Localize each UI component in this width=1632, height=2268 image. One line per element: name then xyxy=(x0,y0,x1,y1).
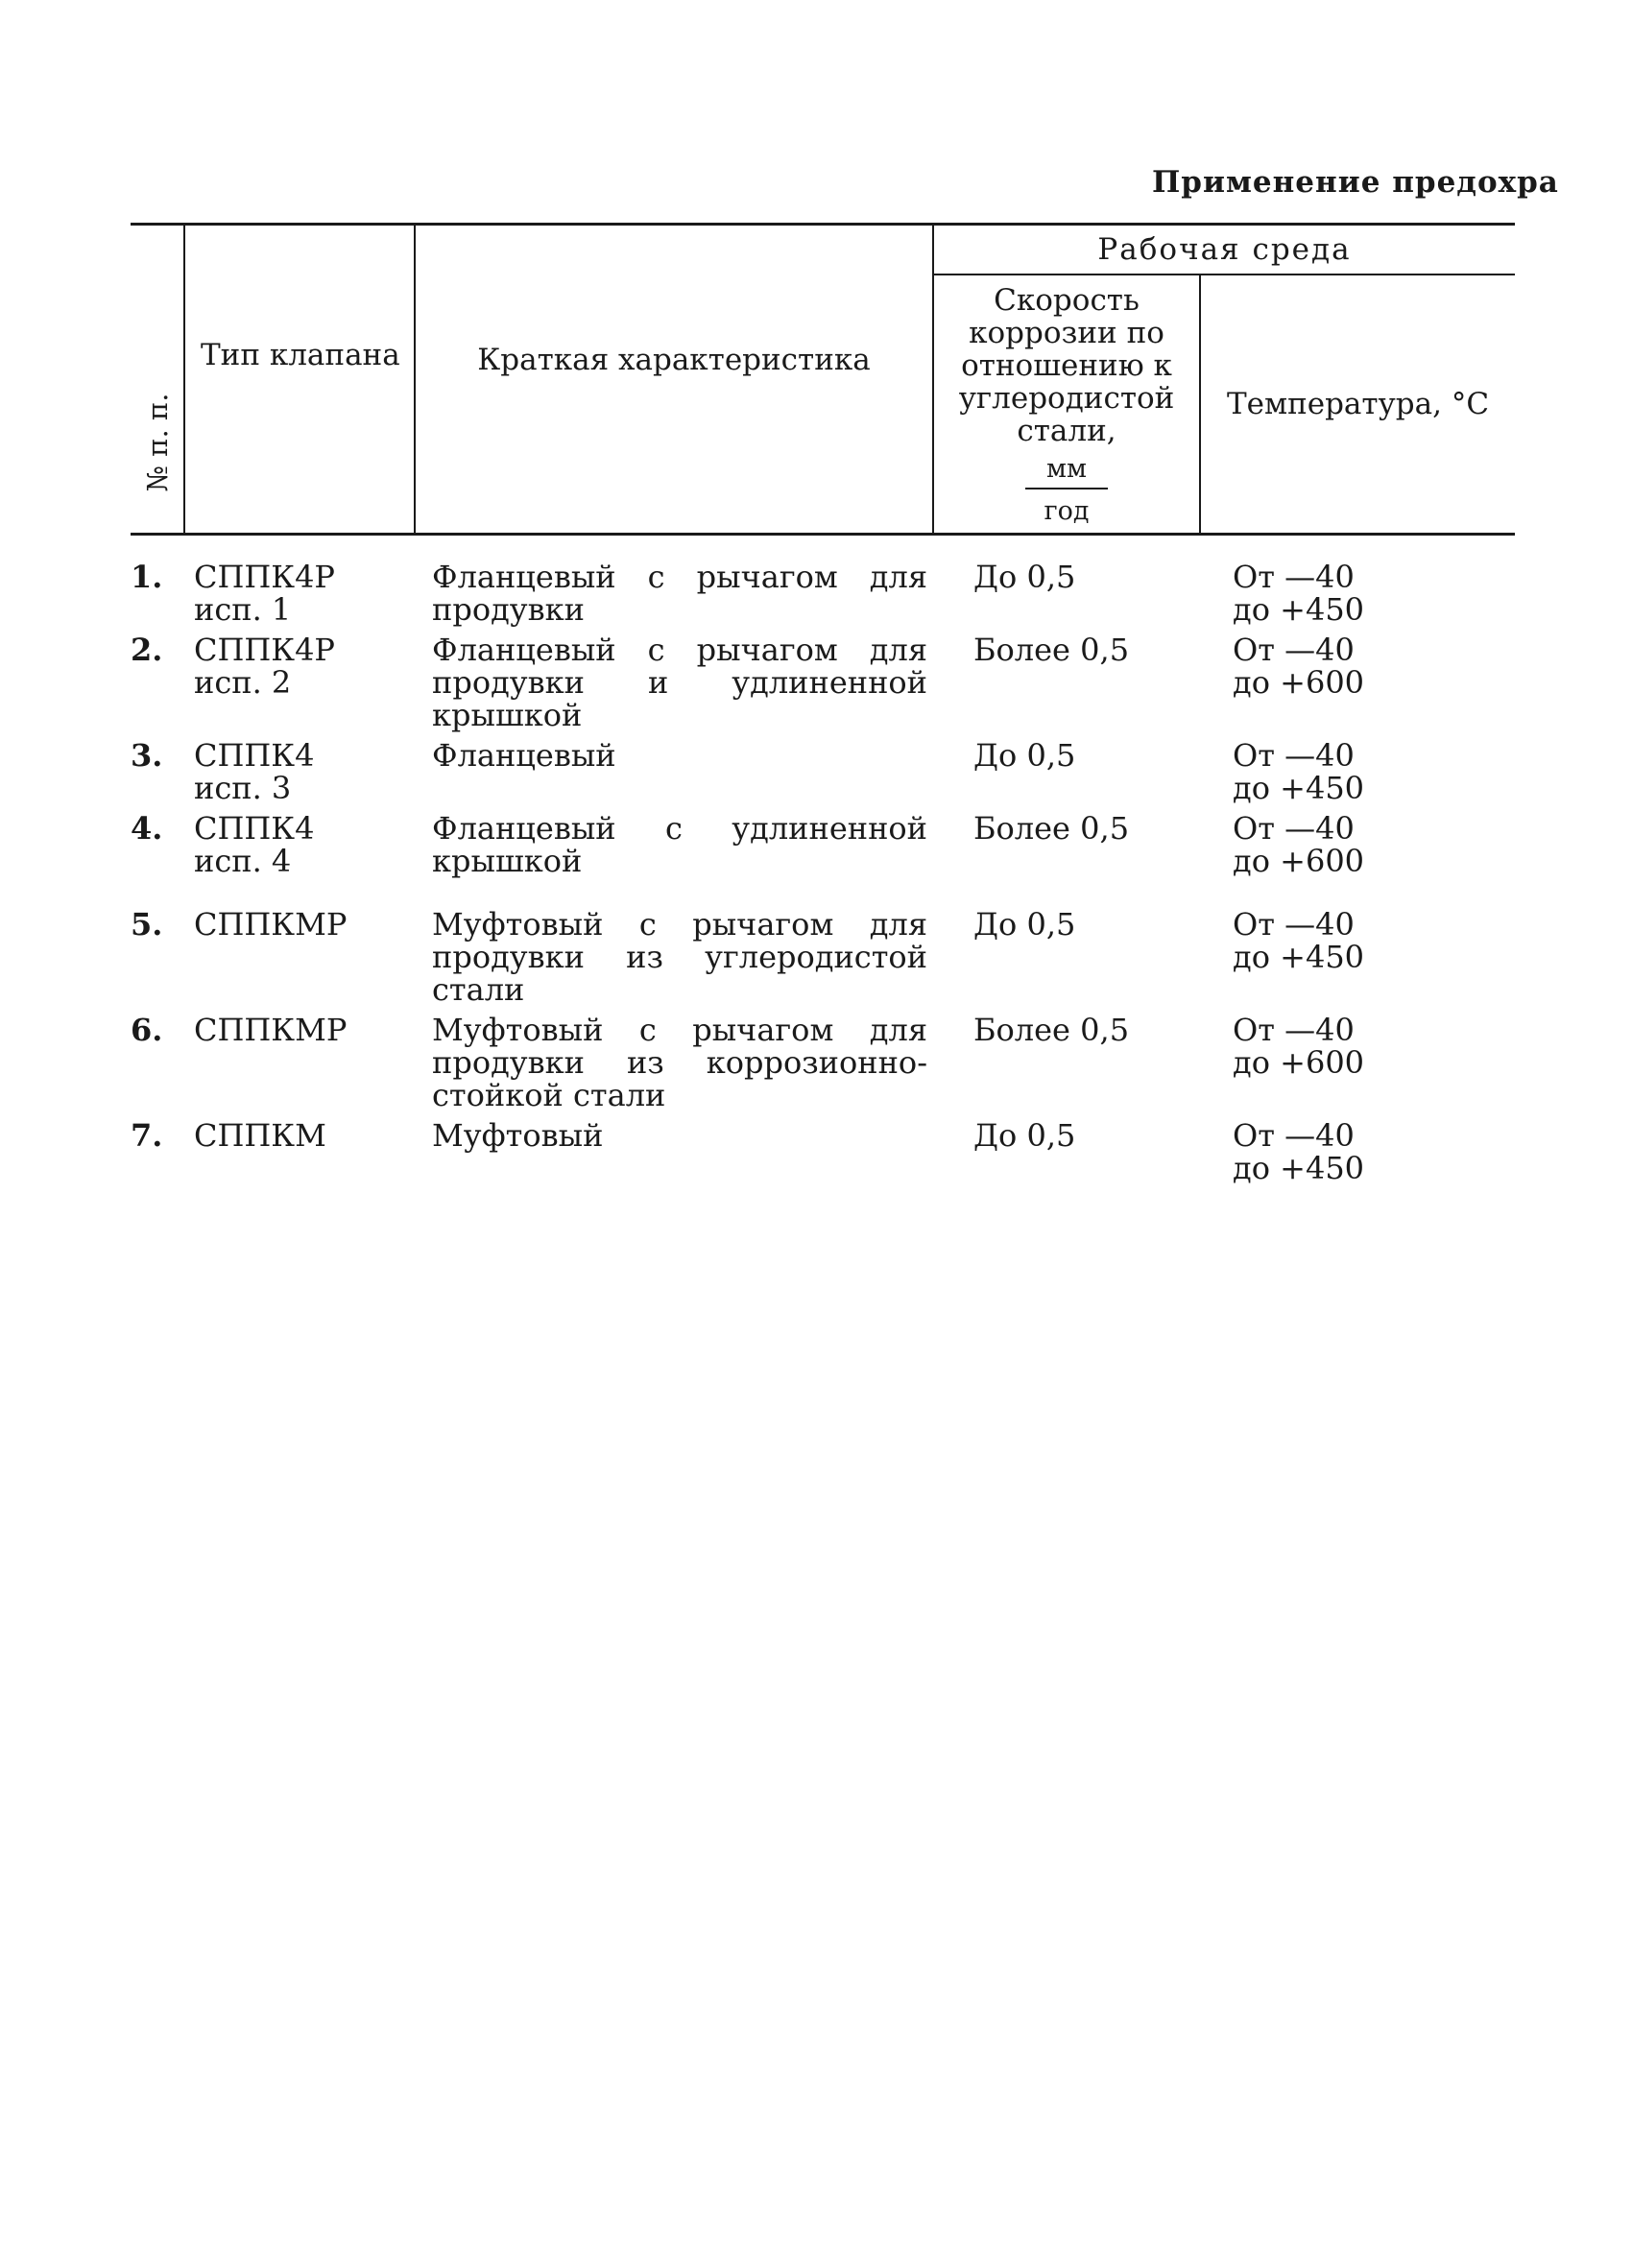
table-row xyxy=(131,739,1515,812)
valve-description: Фланцевый с удлиненной крышкой xyxy=(432,810,927,879)
valve-type xyxy=(184,908,415,1014)
valve-description: Фланцевый xyxy=(432,737,616,774)
valve-type xyxy=(184,535,415,634)
valve-type-name: СППК4 xyxy=(194,737,315,774)
temperature-to: до +450 xyxy=(1233,1150,1365,1186)
valve-type xyxy=(184,812,415,908)
corrosion-rate: До 0,5 xyxy=(973,737,1076,774)
valve-description: Муфтовый с рычагом для продувки из коррозионно-стойкой стали xyxy=(432,1012,927,1113)
temperature-from: От —40 xyxy=(1233,559,1355,595)
temperature-to: до +600 xyxy=(1233,1044,1365,1081)
valve-type-variant: исп. 4 xyxy=(194,843,292,879)
corrosion-rate: До 0,5 xyxy=(973,1117,1076,1154)
temperature-from: От —40 xyxy=(1233,810,1355,847)
corrosion-rate: Более 0,5 xyxy=(973,632,1130,668)
header-valve-type: Тип клапана xyxy=(184,225,415,535)
table-header xyxy=(131,225,1515,535)
valve-type-name: СППКМР xyxy=(194,1012,348,1048)
row-number: 5. xyxy=(131,906,163,943)
temperature-range xyxy=(1200,908,1515,1014)
valve-type-variant: исп. 1 xyxy=(194,591,292,628)
temperature-range xyxy=(1200,739,1515,812)
temperature-range xyxy=(1200,1119,1515,1192)
header-working-medium: Рабочая среда xyxy=(933,225,1515,275)
temperature-range xyxy=(1200,1014,1515,1119)
page-heading: Применение предохра xyxy=(1152,165,1559,200)
corrosion-unit-denominator: год xyxy=(1044,496,1090,526)
valve-type-name: СППКМ xyxy=(194,1117,326,1154)
header-corrosion-rate-label: Скорость коррозии по отношению к углеродистой стали, xyxy=(958,283,1175,448)
valve-type xyxy=(184,739,415,812)
table-row xyxy=(131,1119,1515,1192)
row-number: 4. xyxy=(131,810,163,847)
valve-description: Муфтовый xyxy=(432,1117,604,1154)
header-row-number-label: № п. п. xyxy=(141,393,174,492)
corrosion-rate: До 0,5 xyxy=(973,559,1076,595)
valve-type-variant: исп. 3 xyxy=(194,770,292,806)
temperature-range xyxy=(1200,812,1515,908)
valve-type-name: СППК4Р xyxy=(194,559,335,595)
temperature-range xyxy=(1200,535,1515,634)
corrosion-unit-numerator: мм xyxy=(1025,453,1108,489)
valve-type-name: СППК4 xyxy=(194,810,315,847)
valve-description: Фланцевый с рычагом для продувки xyxy=(432,559,927,628)
table-row xyxy=(131,1014,1515,1119)
temperature-to: до +450 xyxy=(1233,770,1365,806)
corrosion-unit-fraction xyxy=(1025,453,1108,528)
header-corrosion-rate xyxy=(933,275,1200,535)
row-number: 6. xyxy=(131,1012,163,1048)
row-number: 1. xyxy=(131,559,163,595)
header-temperature: Температура, °С xyxy=(1200,275,1515,535)
temperature-from: От —40 xyxy=(1233,632,1355,668)
row-number: 3. xyxy=(131,737,163,774)
table-row xyxy=(131,812,1515,908)
valve-type-name: СППКМР xyxy=(194,906,348,943)
valve-type-variant: исп. 2 xyxy=(194,664,292,701)
valve-application-table xyxy=(131,223,1515,1192)
table-row xyxy=(131,633,1515,739)
temperature-from: От —40 xyxy=(1233,906,1355,943)
valve-description: Фланцевый с рычагом для продувки и удлиненной крышкой xyxy=(432,632,927,733)
valve-table-container xyxy=(131,223,1515,1192)
header-description: Краткая характеристика xyxy=(415,225,933,535)
corrosion-rate: До 0,5 xyxy=(973,906,1076,943)
temperature-to: до +600 xyxy=(1233,843,1365,879)
row-number: 7. xyxy=(131,1117,163,1154)
valve-description: Муфтовый с рычагом для продувки из углеродистой стали xyxy=(432,906,927,1008)
temperature-to: до +600 xyxy=(1233,664,1365,701)
table-body xyxy=(131,535,1515,1193)
valve-type xyxy=(184,1119,415,1192)
valve-type-name: СППК4Р xyxy=(194,632,335,668)
table-row xyxy=(131,535,1515,634)
corrosion-rate: Более 0,5 xyxy=(973,1012,1130,1048)
temperature-from: От —40 xyxy=(1233,1012,1355,1048)
table-row xyxy=(131,908,1515,1014)
temperature-range xyxy=(1200,633,1515,739)
temperature-to: до +450 xyxy=(1233,939,1365,975)
valve-type xyxy=(184,633,415,739)
temperature-from: От —40 xyxy=(1233,737,1355,774)
valve-type xyxy=(184,1014,415,1119)
header-row-number xyxy=(131,225,184,535)
temperature-from: От —40 xyxy=(1233,1117,1355,1154)
temperature-to: до +450 xyxy=(1233,591,1365,628)
corrosion-rate: Более 0,5 xyxy=(973,810,1130,847)
row-number: 2. xyxy=(131,632,163,668)
